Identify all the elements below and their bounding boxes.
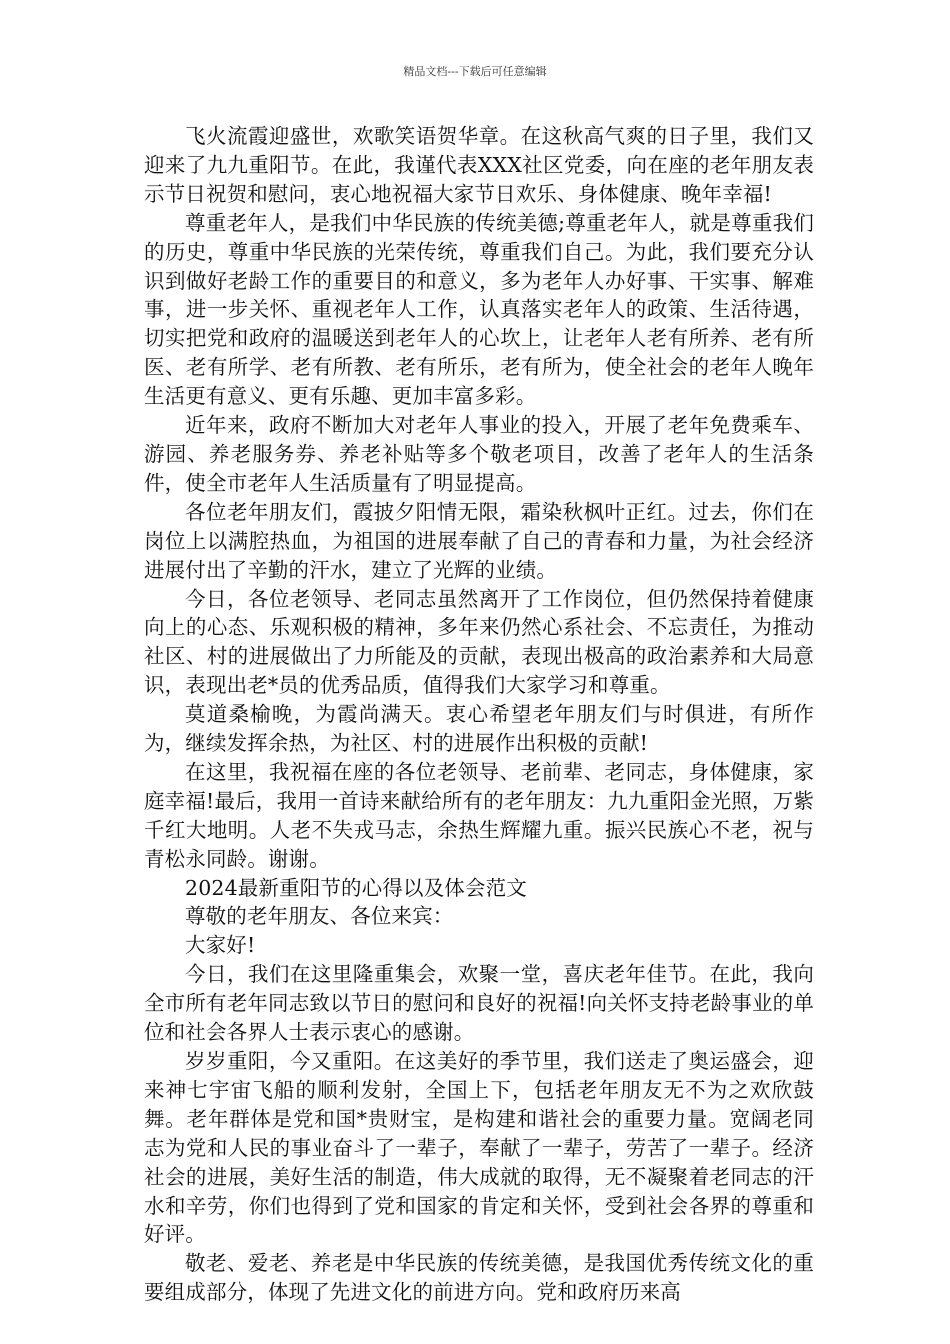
paragraph: 岁岁重阳，今又重阳。在这美好的季节里，我们送走了奥运盛会，迎来神七宇宙飞船的顺利发射，全国上下，包括老年朋友无不为之欢欣鼓舞。老年群体是党和国*贵财宝，是构建和谐社会的重要力量。宽阔老同志为党和人民的事业奋斗了一辈子，奉献了一辈子，劳苦了一辈子。经济社会的进展，美好生活的制造，伟大成就的取得，无不凝聚着老同志的汗水和辛劳，你们也得到了党和国家的肯定和关怀，受到社会各界的尊重和好评。: [144, 1049, 814, 1247]
paragraph: 今日，各位老领导、老同志虽然离开了工作岗位，但仍然保持着健康向上的心态、乐观积极的精神，多年来仍然心系社会、不忘责任，为推动社区、村的进展做出了力所能及的贡献，表现出极高的政治素养和大局意识，表现出老*员的优秀品质，值得我们大家学习和尊重。: [144, 586, 814, 698]
paragraph: 莫道桑榆晚，为霞尚满天。衷心希望老年朋友们与时俱进，有所作为，继续发挥余热，为社区、村的进展作出积极的贡献!: [144, 702, 814, 756]
paragraph: 今日，我们在这里隆重集会，欢聚一堂，喜庆老年佳节。在此，我向全市所有老年同志致以节日的慰问和良好的祝福!向关怀支持老龄事业的单位和社会各界人士表示衷心的感谢。: [144, 962, 814, 1045]
page-header: 精品文档---下载后可任意编辑: [403, 65, 547, 78]
paragraph: 敬老、爱老、养老是中华民族的传统美德，是我国优秀传统文化的重要组成部分，体现了先进文化的前进方向。党和政府历来高: [144, 1251, 814, 1305]
paragraph: 飞火流霞迎盛世，欢歌笑语贺华章。在这秋高气爽的日子里，我们又迎来了九九重阳节。在此，我谨代表XXX社区党委，向在座的老年朋友表示节日祝贺和慰问，衷心地祝福大家节日欢乐、身体健康、晚年幸福!: [144, 124, 814, 206]
paragraph: 近年来，政府不断加大对老年人事业的投入，开展了老年免费乘车、游园、养老服务券、养老补贴等多个敬老项目，改善了老年人的生活条件，使全市老年人生活质量有了明显提高。: [144, 413, 814, 495]
section-title: 2024最新重阳节的心得以及体会范文: [185, 875, 527, 900]
salutation: 尊敬的老年朋友、各位来宾：: [185, 904, 454, 929]
greeting: 大家好!: [185, 933, 256, 958]
paragraph: 尊重老年人，是我们中华民族的传统美德;尊重老年人，就是尊重我们的历史，尊重中华民族的光荣传统，尊重我们自己。为此，我们要充分认识到做好老龄工作的重要目的和意义，多为老年人办好事、干实事、解难事，进一步关怀、重视老年人工作，认真落实老年人的政策、生活待遇，切实把党和政府的温暖送到老年人的心坎上，让老年人老有所养、老有所医、老有所学、老有所教、老有所乐，老有所为，使全社会的老年人晚年生活更有意义、更有乐趣、更加丰富多彩。: [144, 210, 814, 409]
paragraph: 各位老年朋友们，霞披夕阳情无限，霜染秋枫叶正红。过去，你们在岗位上以满腔热血，为祖国的进展奉献了自己的青春和力量，为社会经济进展付出了辛勤的汗水，建立了光辉的业绩。: [144, 499, 814, 582]
document-body: [144, 122, 814, 1307]
paragraph: 在这里，我祝福在座的各位老领导、老前辈、老同志，身体健康，家庭幸福!最后，我用一首诗来献给所有的老年朋友：九九重阳金光照，万紫千红大地明。人老不失戎马志，余热生辉耀九重。振兴民族心不老，祝与青松永同龄。谢谢。: [144, 759, 814, 871]
